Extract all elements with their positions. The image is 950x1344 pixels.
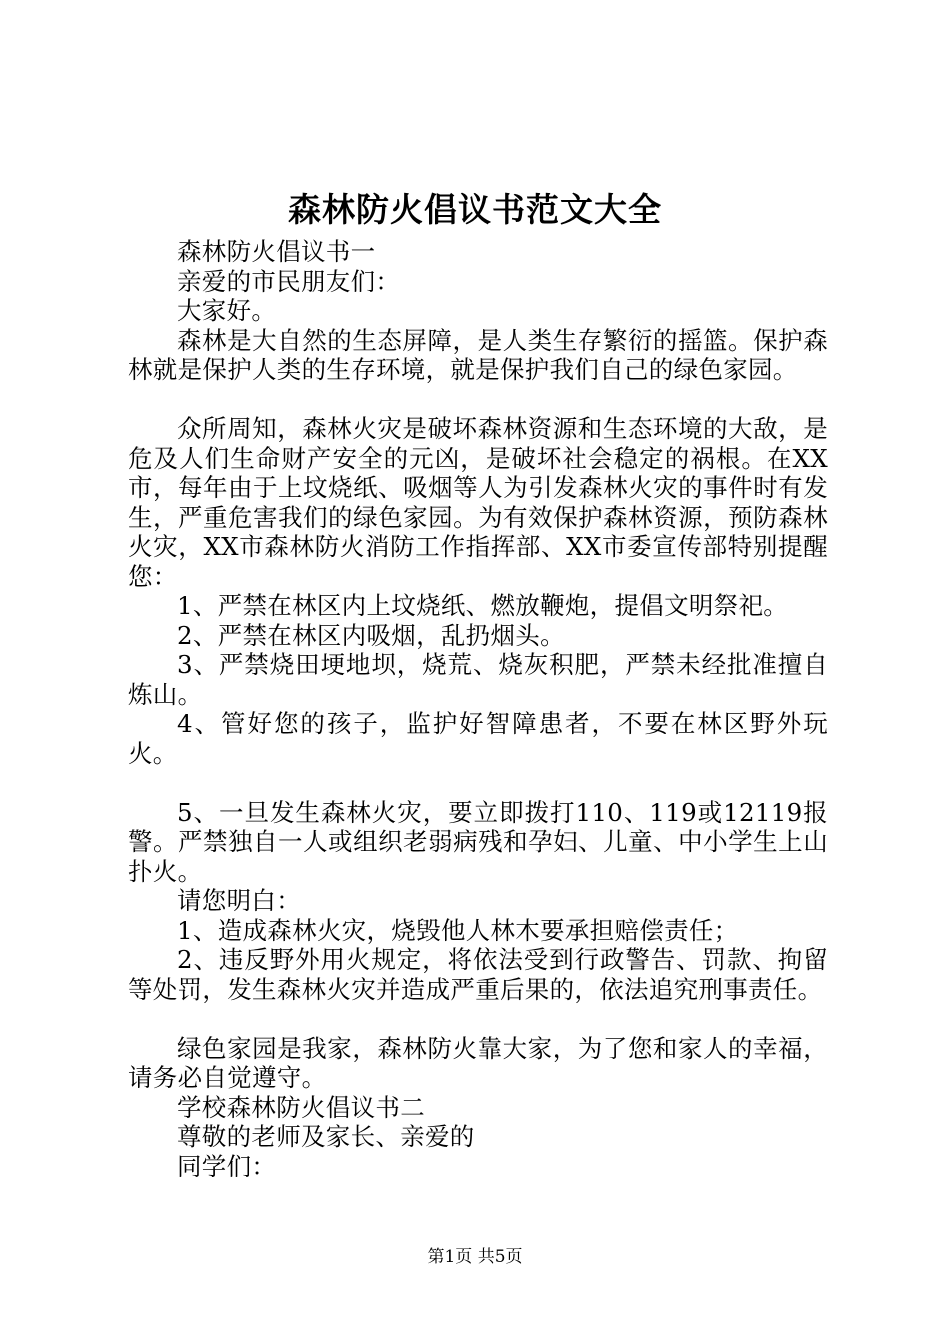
paragraph: 2、违反野外用火规定，将依法受到行政警告、罚款、拘留等处罚，发生森林火灾并造成严重后果的，依法追究刑事责任。 — [128, 945, 828, 1004]
paragraph: 1、造成森林火灾，烧毁他人林木要承担赔偿责任； — [177, 915, 739, 945]
paragraph: 1、严禁在林区内上坟烧纸、燃放鞭炮，提倡文明祭祀。 — [177, 591, 789, 620]
paragraph: 请您明白： — [177, 886, 301, 915]
paragraph: 2、严禁在林区内吸烟，乱扔烟头。 — [177, 620, 565, 650]
paragraph: 森林是大自然的生态屏障，是人类生存繁衍的摇篮。保护森林就是保护人类的生存环境，就是保护我们自己的绿色家园。 — [128, 325, 828, 384]
page-footer: 第1页 共5页 — [427, 1247, 523, 1267]
document-body — [128, 237, 828, 1181]
paragraph: 5、一旦发生森林火灾，要立即拨打110、119或12119报警。严禁独自一人或组织老弱病残和孕妇、儿童、中小学生上山扑火。 — [128, 797, 828, 886]
paragraph: 学校森林防火倡议书二 — [177, 1092, 425, 1122]
paragraph: 4、管好您的孩子，监护好智障患者，不要在林区野外玩火。 — [128, 709, 828, 768]
paragraph: 尊敬的老师及家长、亲爱的 — [177, 1122, 475, 1151]
paragraph: 3、严禁烧田埂地坝，烧荒、烧灰积肥，严禁未经批准擅自炼山。 — [128, 650, 828, 709]
paragraph: 大家好。 — [177, 296, 277, 325]
paragraph: 森林防火倡议书一 — [177, 237, 376, 266]
paragraph: 同学们： — [177, 1151, 277, 1181]
paragraph: 亲爱的市民朋友们： — [177, 266, 401, 296]
document-title: 森林防火倡议书范文大全 — [288, 190, 662, 229]
paragraph: 绿色家园是我家，森林防火靠大家，为了您和家人的幸福，请务必自觉遵守。 — [128, 1033, 828, 1092]
paragraph: 众所周知，森林火灾是破坏森林资源和生态环境的大敌，是危及人们生命财产安全的元凶，是破坏社会稳定的祸根。在XX市，每年由于上坟烧纸、吸烟等人为引发森林火灾的事件时有发生，严重危害我们的绿色家园。为有效保护森林资源，预防森林火灾，XX市森林防火消防工作指挥部、XX市委宣传部特别提醒您： — [128, 414, 828, 591]
